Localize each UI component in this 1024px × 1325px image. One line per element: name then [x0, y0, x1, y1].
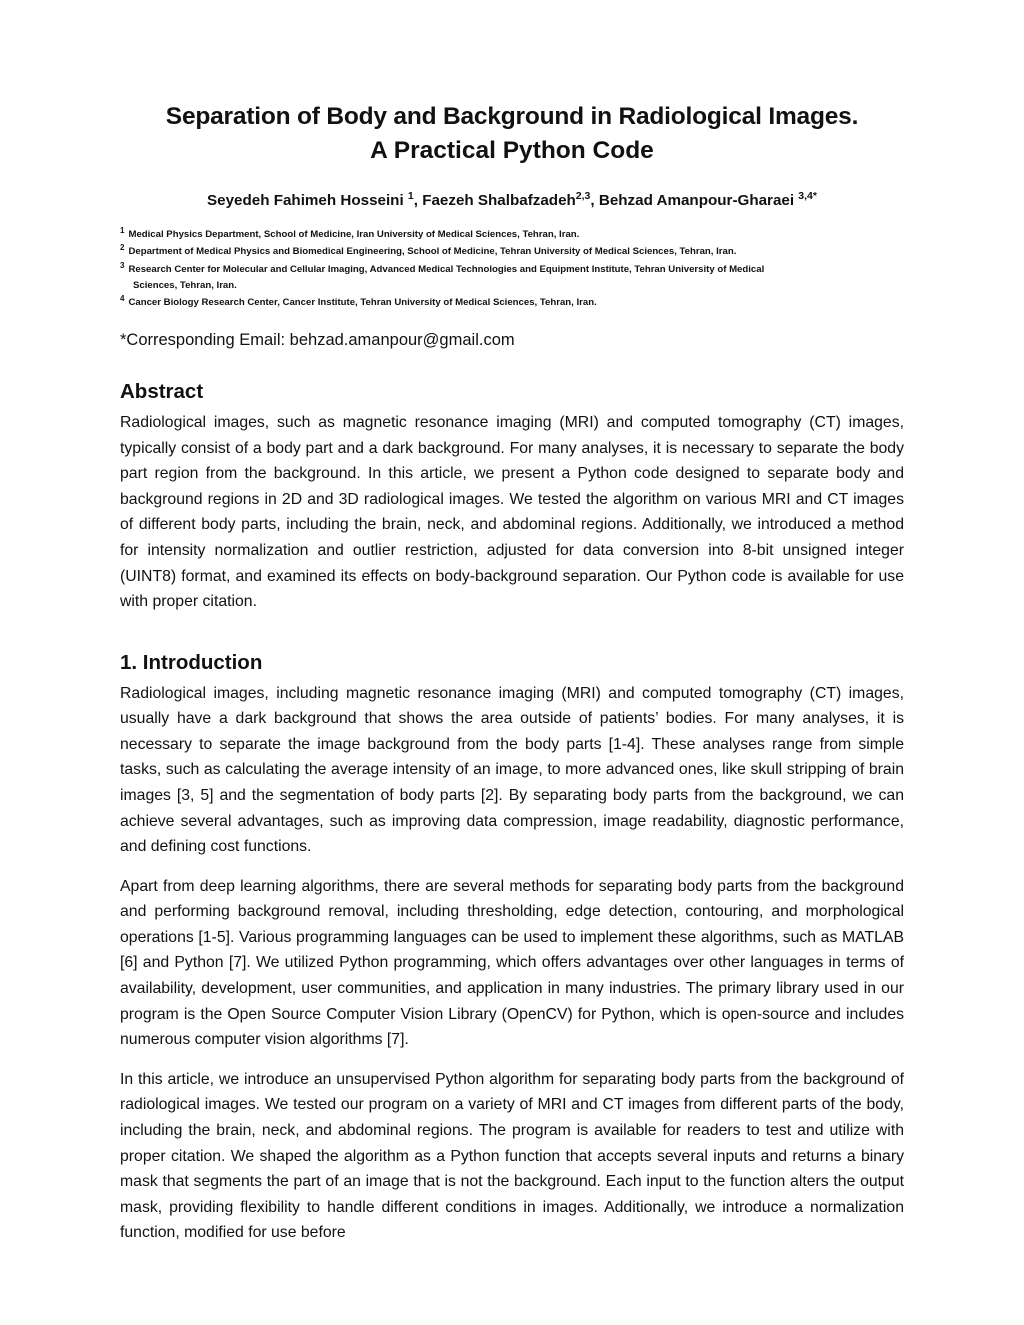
introduction-paragraph: Radiological images, including magnetic resonance imaging (MRI) and computed tomography (CT) images, usually have a dark background that shows the area outside of patients’ bodies. For many analyses, it is necessary to separate the image background from the body parts [1-4]. These analyses range from simple tasks, such as calculating the average intensity of an image, to more advanced ones, like skull stripping of brain images [3, 5] and the segmentation of body parts [2]. By separating body parts from the background, we can achieve several advantages, such as improving data compression, image readability, diagnostic performance, and defining cost functions.: [120, 684, 904, 856]
page-title-line1: Separation of Body and Background in Radiological Images.: [165, 103, 859, 130]
author-3-affiliation-marker: 3,4*: [798, 189, 817, 202]
introduction-heading: 1. Introduction: [120, 650, 263, 674]
affiliation-item: [120, 293, 904, 311]
introduction-paragraph: In this article, we introduce an unsupervised Python algorithm for separating body parts from the background of radiological images. We tested our program on a variety of MRI and CT images from different parts of the body, including the brain, neck, and abdominal regions. The program is available for readers to test and utilize with proper citation. We shaped the algorithm as a Python function that accepts several inputs and returns a binary mask that segments the part of an image that is not the background. Each input to the function alters the output mask, providing flexibility to handle different conditions in images. Additionally, we introduce a normalization function, modified for use before: [120, 1070, 904, 1242]
author-1-affiliation-marker: 1: [407, 189, 414, 202]
author-2-affiliation-marker: 2,3: [575, 189, 591, 202]
affiliation-text-continued: Sciences, Tehran, Iran.: [133, 279, 237, 291]
author-3: , Behzad Amanpour-Gharaei: [590, 191, 799, 209]
abstract-text: Radiological images, such as magnetic resonance imaging (MRI) and computed tomography (CT) images, typically consist of a body part and a dark background. For many analyses, it is necessary to separate the body part region from the background. In this article, we present a Python code designed to separate body and background regions in 2D and 3D radiological images. We tested the algorithm on various MRI and CT images of different body parts, including the brain, neck, and abdominal regions. Additionally, we introduced a method for intensity normalization and outlier restriction, adjusted for data conversion into 8-bit unsigned integer (UINT8) format, and examined its effects on body-background separation. Our Python code is available for use with proper citation.: [120, 414, 904, 611]
affiliation-marker: 1: [120, 225, 125, 235]
introduction-paragraph: Apart from deep learning algorithms, there are several methods for separating body parts from the background and performing background removal, including thresholding, edge detection, contouring, and morphological operations [1-5]. Various programming languages can be used to implement these algorithms, such as MATLAB [6] and Python [7]. We utilized Python programming, which offers advantages over other languages in terms of availability, development, user communities, and application in many industries. The primary library used in our program is the Open Source Computer Vision Library (OpenCV) for Python, which is open-source and includes numerous computer vision algorithms [7].: [120, 877, 904, 1049]
author-2: , Faezeh Shalbafzadeh: [413, 191, 576, 209]
affiliation-text: Cancer Biology Research Center, Cancer Institute, Tehran University of Medical Sciences, Tehran, Iran.: [128, 297, 597, 309]
affiliation-text: Department of Medical Physics and Biomedical Engineering, School of Medicine, Tehran University of Medical Sciences, Tehran, Iran.: [128, 246, 737, 258]
affiliation-marker: 4: [120, 294, 125, 304]
page-title-line2: A Practical Python Code: [370, 136, 654, 164]
abstract-heading: Abstract: [120, 380, 204, 404]
affiliation-marker: 2: [120, 243, 125, 253]
affiliation-item: [120, 225, 904, 243]
affiliation-marker: 3: [120, 261, 125, 271]
corresponding-email: *Corresponding Email: behzad.amanpour@gmail.com: [120, 331, 515, 350]
affiliations-block: [120, 225, 904, 311]
affiliation-text: Research Center for Molecular and Cellular Imaging, Advanced Medical Technologies and Equipment Institute, Tehran University of Medical: [128, 264, 765, 276]
affiliation-item: [120, 242, 904, 260]
author-1: Seyedeh Fahimeh Hosseini: [207, 191, 408, 209]
affiliation-text: Medical Physics Department, School of Medicine, Iran University of Medical Sciences, Tehran, Iran.: [128, 228, 580, 240]
author-list: [120, 190, 904, 209]
affiliation-item: [120, 260, 904, 278]
